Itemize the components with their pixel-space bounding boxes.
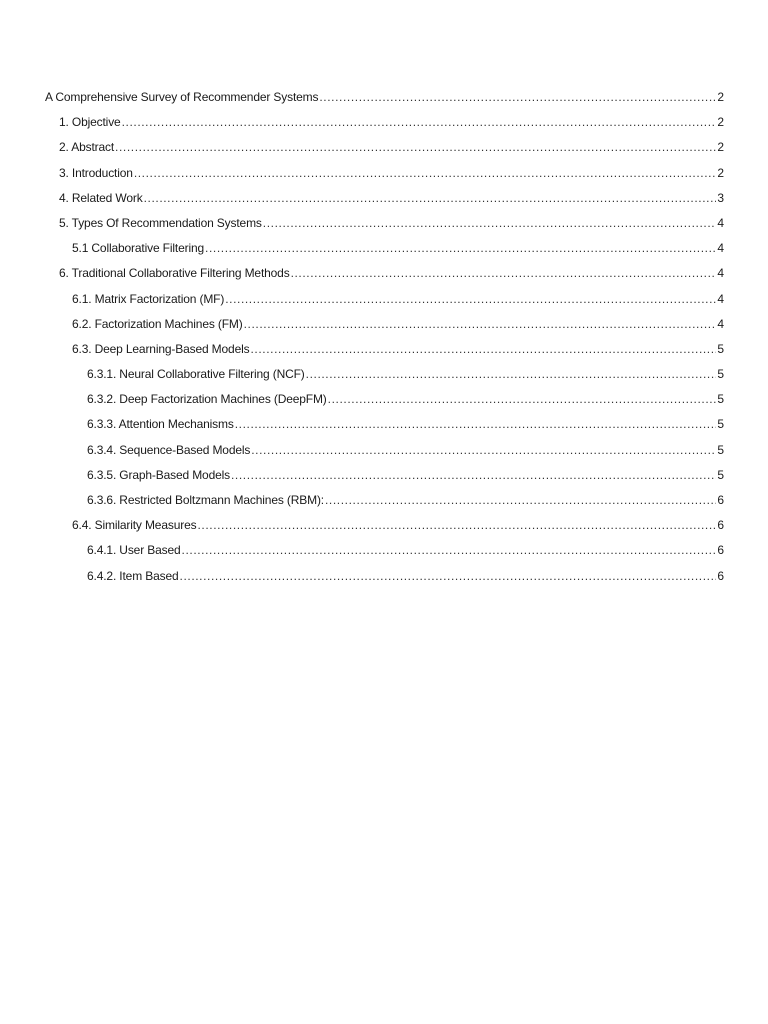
toc-dot-leader <box>180 564 717 589</box>
toc-entry-title: 1. Objective <box>59 115 121 130</box>
toc-dot-leader <box>182 538 717 563</box>
toc-entry-title: 6. Traditional Collaborative Filtering Methods <box>59 266 290 281</box>
toc-entry-page-number: 4 <box>717 241 724 256</box>
toc-dot-leader <box>251 438 716 463</box>
toc-entry-title: 5. Types Of Recommendation Systems <box>59 215 262 230</box>
toc-entry-title: 5.1 Collaborative Filtering <box>72 241 205 256</box>
toc-entry-title: 6.3.6. Restricted Boltzmann Machines (RBM): <box>87 493 324 507</box>
toc-entry-page-number: 6 <box>717 493 724 507</box>
toc-entry-page-number: 2 <box>717 165 724 180</box>
toc-dot-leader <box>291 261 717 286</box>
toc-entry-page-number: 2 <box>717 140 724 155</box>
toc-entry-title: 6.3. Deep Learning-Based Models <box>72 341 250 356</box>
toc-entry[interactable] <box>0 362 768 387</box>
toc-dot-leader <box>197 513 716 538</box>
toc-entry-page-number: 4 <box>717 291 724 306</box>
toc-dot-leader <box>263 211 717 236</box>
toc-entry-page-number: 5 <box>717 417 724 432</box>
toc-entry-page-number: 4 <box>717 215 724 230</box>
toc-entry-page-number: 5 <box>717 392 724 407</box>
toc-entry-page-number: 5 <box>717 341 724 356</box>
toc-entry-title: 6.4.1. User Based <box>87 543 181 558</box>
toc-entry[interactable] <box>0 161 768 186</box>
toc-entry-page-number: 6 <box>717 518 724 533</box>
toc-entry[interactable] <box>0 261 768 286</box>
toc-dot-leader <box>306 362 717 387</box>
toc-entry-page-number: 5 <box>717 442 724 457</box>
toc-entry-title: 6.1. Matrix Factorization (MF) <box>72 291 225 306</box>
toc-entry-page-number: 3 <box>717 190 724 205</box>
toc-entry-title: 6.4. Similarity Measures <box>72 518 197 533</box>
toc-entry-title: 2. Abstract <box>59 140 115 155</box>
toc-entry-title: 6.3.1. Neural Collaborative Filtering (NCF) <box>87 367 305 382</box>
toc-entry[interactable] <box>0 135 768 160</box>
toc-entry-page-number: 2 <box>717 90 724 104</box>
toc-dot-leader <box>115 135 716 160</box>
toc-dot-leader <box>225 287 716 312</box>
toc-entry-page-number: 5 <box>717 367 724 382</box>
toc-dot-leader <box>134 161 717 186</box>
toc-entry-title: 4. Related Work <box>59 190 143 205</box>
toc-entry-page-number: 6 <box>717 568 724 583</box>
toc-entry[interactable] <box>0 488 768 513</box>
toc-dot-leader <box>325 488 716 513</box>
toc-entry[interactable] <box>0 387 768 412</box>
table-of-contents <box>0 85 768 589</box>
toc-dot-leader <box>250 337 716 362</box>
toc-dot-leader <box>235 412 717 437</box>
toc-entry-title: 6.3.5. Graph-Based Models <box>87 467 230 482</box>
toc-entry-page-number: 2 <box>717 115 724 130</box>
toc-entry[interactable] <box>0 337 768 362</box>
toc-dot-leader <box>231 463 716 488</box>
toc-entry-title: A Comprehensive Survey of Recommender Systems <box>45 90 319 104</box>
toc-entry-page-number: 4 <box>717 316 724 331</box>
toc-entry-title: 6.3.4. Sequence-Based Models <box>87 442 251 457</box>
toc-entry-page-number: 6 <box>717 543 724 558</box>
toc-entry[interactable] <box>0 538 768 563</box>
toc-entry[interactable] <box>0 186 768 211</box>
toc-entry-title: 6.2. Factorization Machines (FM) <box>72 316 243 331</box>
toc-dot-leader <box>144 186 717 211</box>
toc-dot-leader <box>328 387 717 412</box>
toc-dot-leader <box>244 312 717 337</box>
toc-entry[interactable] <box>0 412 768 437</box>
toc-dot-leader <box>319 85 716 110</box>
toc-entry-title: 3. Introduction <box>59 165 133 180</box>
toc-entry[interactable] <box>0 110 768 135</box>
toc-entry[interactable] <box>0 236 768 261</box>
toc-entry[interactable] <box>0 564 768 589</box>
toc-entry[interactable] <box>0 513 768 538</box>
toc-entry[interactable] <box>0 211 768 236</box>
toc-entry[interactable] <box>0 438 768 463</box>
toc-entry-title: 6.3.3. Attention Mechanisms <box>87 417 234 432</box>
toc-entry[interactable] <box>0 85 768 110</box>
toc-entry-title: 6.4.2. Item Based <box>87 568 179 583</box>
toc-entry-page-number: 4 <box>717 266 724 281</box>
toc-entry-page-number: 5 <box>717 467 724 482</box>
toc-entry-title: 6.3.2. Deep Factorization Machines (DeepFM) <box>87 392 327 407</box>
toc-dot-leader <box>122 110 717 135</box>
toc-entry[interactable] <box>0 287 768 312</box>
toc-dot-leader <box>205 236 716 261</box>
toc-entry[interactable] <box>0 312 768 337</box>
toc-entry[interactable] <box>0 463 768 488</box>
